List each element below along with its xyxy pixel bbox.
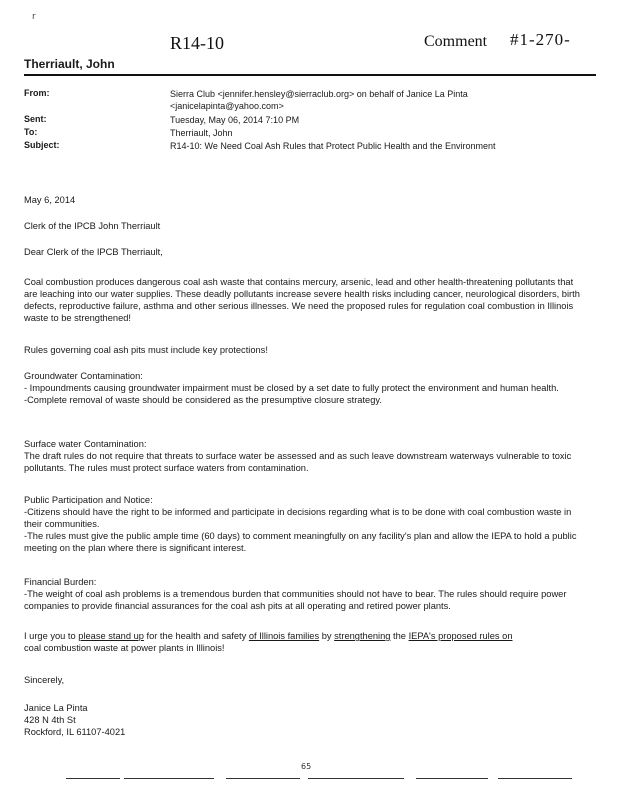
closing-underlined: please stand up (78, 631, 144, 641)
comment-number-handwritten: #1-270- (510, 30, 571, 49)
page-mark: 65 (301, 762, 312, 771)
participation-body: -Citizens should have the right to be informed and participate in decisions regarding what is to be done with coal combustion waste in their communities. -The rules must give the public ample time (60 days) to comment meaningfully on any facility's plan and allow the IEPA to hold a public meeting on the plan where there is significant interest. (24, 507, 577, 553)
sent-value: Tuesday, May 06, 2014 7:10 PM (170, 115, 300, 125)
footer-rule (124, 778, 214, 779)
groundwater-heading: Groundwater Contamination: (24, 371, 143, 381)
closing-part: by (319, 631, 335, 641)
groundwater-section (24, 370, 584, 406)
intro-text: Coal combustion produces dangerous coal ash waste that contains mercury, arsenic, lead and other health-threatening pollutants that are leaching into our water supplies. These deadly pollutants increase severe health risks including cancer, neurological disorders, birth defects, reproductive failure, asthma and other serious illnesses. We need the proposed rules for regulation coal combustion in Illinois waste to be strengthened! (24, 277, 580, 323)
surface-water-body: The draft rules do not require that threats to surface water be assessed and as such leave downstream waterways vulnerable to toxic pollutants. The rules must protect surface waters from contamination. (24, 451, 572, 473)
closing-part: I urge you to (24, 631, 79, 641)
signature-name: Janice La Pinta (24, 703, 88, 713)
closing-paragraph (24, 630, 584, 654)
letter-addressee (24, 220, 584, 232)
closing-underlined: of Illinois families (248, 631, 320, 641)
closing-underlined: IEPA's proposed rules on (408, 631, 513, 641)
key-protections-paragraph (24, 344, 584, 356)
docket-number: R14-10 (170, 33, 224, 53)
stray-mark: r (32, 12, 36, 22)
footer-rule (66, 778, 120, 779)
header-divider (24, 74, 596, 76)
key-protections-text: Rules governing coal ash pits must include key protections! (24, 345, 268, 355)
recipient-header: Therriault, John (24, 57, 115, 71)
from-value: Sierra Club <jennifer.hensley@sierraclub.org> on behalf of Janice La Pinta <janicelapinta@yahoo.com> (170, 89, 468, 111)
surface-water-section (24, 438, 584, 474)
sent-label: Sent: (24, 114, 47, 124)
to-label: To: (24, 127, 38, 137)
salutation-text: Dear Clerk of the IPCB Therriault, (24, 247, 163, 257)
signoff-text: Sincerely, (24, 675, 65, 685)
closing-part: coal combustion waste at power plants in Illinois! (24, 643, 225, 653)
financial-heading: Financial Burden: (24, 577, 97, 587)
signoff (24, 674, 584, 686)
financial-section (24, 576, 584, 612)
groundwater-body: - Impoundments causing groundwater impairment must be closed by a set date to fully protect the environment and human health. -Complete removal of waste should be considered as the presumptive closure strategy. (24, 383, 559, 405)
participation-section (24, 494, 584, 554)
closing-text (24, 630, 584, 654)
footer-rule (498, 778, 572, 779)
subject-value: R14-10: We Need Coal Ash Rules that Protect Public Health and the Environment (170, 141, 496, 151)
letter-date (24, 194, 584, 206)
surface-water-heading: Surface water Contamination: (24, 439, 147, 449)
comment-label: Comment (424, 33, 488, 50)
date-text: May 6, 2014 (24, 195, 76, 205)
addressee-text: Clerk of the IPCB John Therriault (24, 221, 161, 231)
from-label: From: (24, 88, 50, 98)
to-value: Therriault, John (170, 128, 233, 138)
intro-paragraph (24, 276, 584, 324)
footer-rule (226, 778, 300, 779)
financial-body: -The weight of coal ash problems is a tremendous burden that communities should not have to bear. The rules should require power companies to provide financial assurances for the coal ash pits at all operating and retired power plants. (24, 589, 567, 611)
letter-salutation (24, 246, 584, 258)
footer-rule (416, 778, 488, 779)
signature-city: Rockford, IL 61107-4021 (24, 727, 126, 737)
footer-rule (308, 778, 404, 779)
closing-underlined: strengthening (334, 631, 391, 641)
closing-part: for the health and safety (143, 631, 249, 641)
closing-part: the (390, 631, 409, 641)
signature-street: 428 N 4th St (24, 715, 76, 725)
signature-block (24, 702, 584, 738)
subject-label: Subject: (24, 140, 60, 150)
participation-heading: Public Participation and Notice: (24, 495, 153, 505)
